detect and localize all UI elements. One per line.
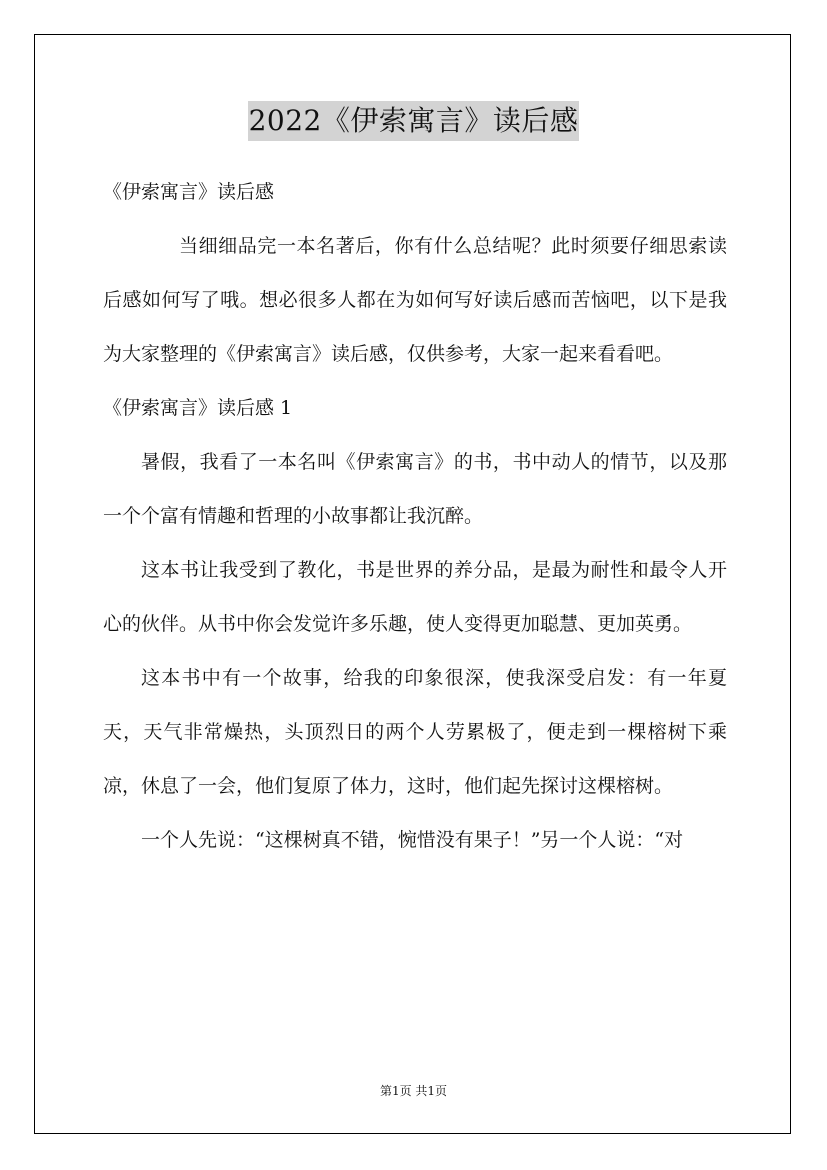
- body-paragraph-4: 一个人先说：“这棵树真不错，惋惜没有果子！”另一个人说：“对: [141, 829, 684, 851]
- page-footer: 第1页 共1页: [379, 1084, 448, 1098]
- title-container: [0, 101, 827, 141]
- body-paragraph-3: 这本书中有一个故事，给我的印象很深，使我深受启发：有一年夏天，天气非常燥热，头顶烈日的两个人劳累极了，便走到一棵榕树下乘凉，休息了一会，他们复原了体力，这时，他们起先探讨这棵榕树。: [103, 667, 727, 797]
- document-title: 2022《伊索寓言》读后感: [248, 101, 580, 141]
- subtitle-heading: 《伊索寓言》读后感: [103, 181, 275, 203]
- body-paragraph-1: 暑假，我看了一本名叫《伊索寓言》的书，书中动人的情节，以及那一个个富有情趣和哲理的小故事都让我沉醉。: [103, 451, 727, 527]
- intro-paragraph: 当细细品完一本名著后，你有什么总结呢？此时须要仔细思索读后感如何写了哦。想必很多人都在为如何写好读后感而苦恼吧，以下是我为大家整理的《伊索寓言》读后感，仅供参考，大家一起来看看吧。: [103, 235, 727, 365]
- body-paragraph-2: 这本书让我受到了教化，书是世界的养分品，是最为耐性和最令人开心的伙伴。从书中你会发觉许多乐趣，使人变得更加聪慧、更加英勇。: [103, 559, 727, 635]
- section-heading: 《伊索寓言》读后感 1: [103, 397, 293, 419]
- document-body: [103, 165, 727, 867]
